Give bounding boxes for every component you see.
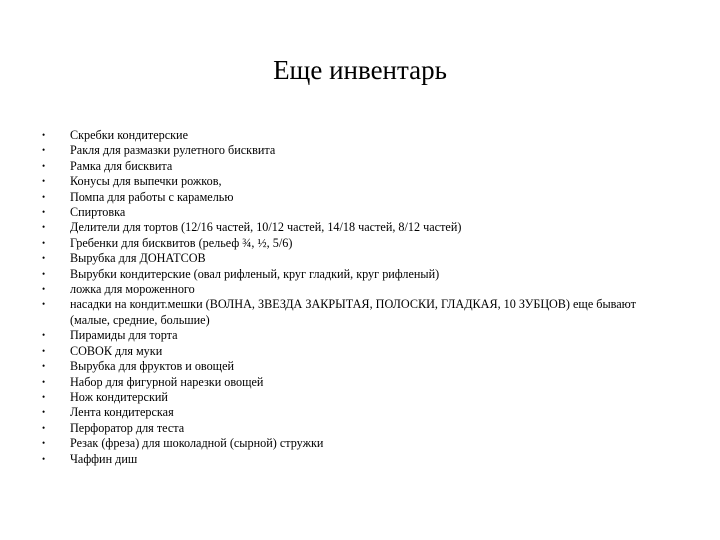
list-item [42,220,662,235]
bullet-icon: • [42,191,46,202]
list-item-text: Перфоратор для теста [70,420,185,435]
list-item [42,421,662,436]
list-item [42,143,662,158]
list-item-text: СОВОК для муки [70,343,163,358]
list-item-text: Пирамиды для торта [70,328,178,343]
bullet-icon: • [42,237,46,248]
list-item [42,328,662,343]
list-item-text: Вырубка для ДОНАТСОВ [70,251,206,266]
list-item [42,128,662,143]
bullet-icon: • [42,330,46,341]
list-item [42,375,662,390]
bullet-icon: • [42,407,46,418]
list-item [42,282,662,297]
bullet-list [42,128,662,467]
bullet-icon: • [42,361,46,372]
list-item-text: Нож кондитерский [70,389,168,404]
bullet-icon: • [42,207,46,218]
list-item [42,267,662,282]
bullet-icon: • [42,391,46,402]
list-item-text: Ракля для размазки рулетного бисквита [70,143,276,158]
bullet-icon: • [42,299,46,310]
list-item-text: Гребенки для бисквитов (рельеф ¾, ½, 5/6) [70,235,293,250]
list-item-text: насадки на кондит.мешки (ВОЛНА, ЗВЕЗДА ЗАКРЫТАЯ, ПОЛОСКИ, ГЛАДКАЯ, 10 ЗУБЦОВ) еще бывают (малые, средние, большие) [70,297,636,327]
bullet-icon: • [42,422,46,433]
bullet-icon: • [42,145,46,156]
list-item-text: Вырубки кондитерские (овал рифленый, круг гладкий, круг рифленый) [70,266,440,281]
list-item-text: ложка для мороженного [70,282,195,297]
bullet-icon: • [42,438,46,449]
list-item [42,174,662,189]
slide-title: Еще инвентарь [273,55,447,85]
list-item-text: Помпа для работы с карамелью [70,189,234,204]
list-item [42,251,662,266]
bullet-icon: • [42,130,46,140]
bullet-icon: • [42,284,46,295]
list-item-text: Чаффин диш [70,451,138,466]
list-item-text: Рамка для бисквита [70,158,173,173]
list-item-text: Конусы для выпечки рожков, [70,174,222,189]
list-item-text: Скребки кондитерские [70,128,188,142]
list-item [42,436,662,451]
bullet-icon: • [42,222,46,233]
list-item-text: Спиртовка [70,205,126,220]
bullet-icon: • [42,253,46,264]
list-item [42,344,662,359]
list-item-text: Вырубка для фруктов и овощей [70,359,235,374]
list-item-text: Делители для тортов (12/16 частей, 10/12 частей, 14/18 частей, 8/12 частей) [70,220,462,235]
list-item [42,452,662,467]
list-item [42,205,662,220]
list-item [42,297,662,328]
list-item [42,236,662,251]
bullet-icon: • [42,345,46,356]
list-item [42,405,662,420]
list-item [42,390,662,405]
bullet-icon: • [42,160,46,171]
bullet-icon: • [42,268,46,279]
list-item-text: Лента кондитерская [70,405,174,420]
list-item [42,359,662,374]
list-item-text: Набор для фигурной нарезки овощей [70,374,264,389]
list-item-text: Резак (фреза) для шоколадной (сырной) стружки [70,436,324,451]
bullet-icon: • [42,376,46,387]
bullet-icon: • [42,176,46,187]
list-item [42,159,662,174]
list-item [42,190,662,205]
bullet-icon: • [42,453,46,464]
